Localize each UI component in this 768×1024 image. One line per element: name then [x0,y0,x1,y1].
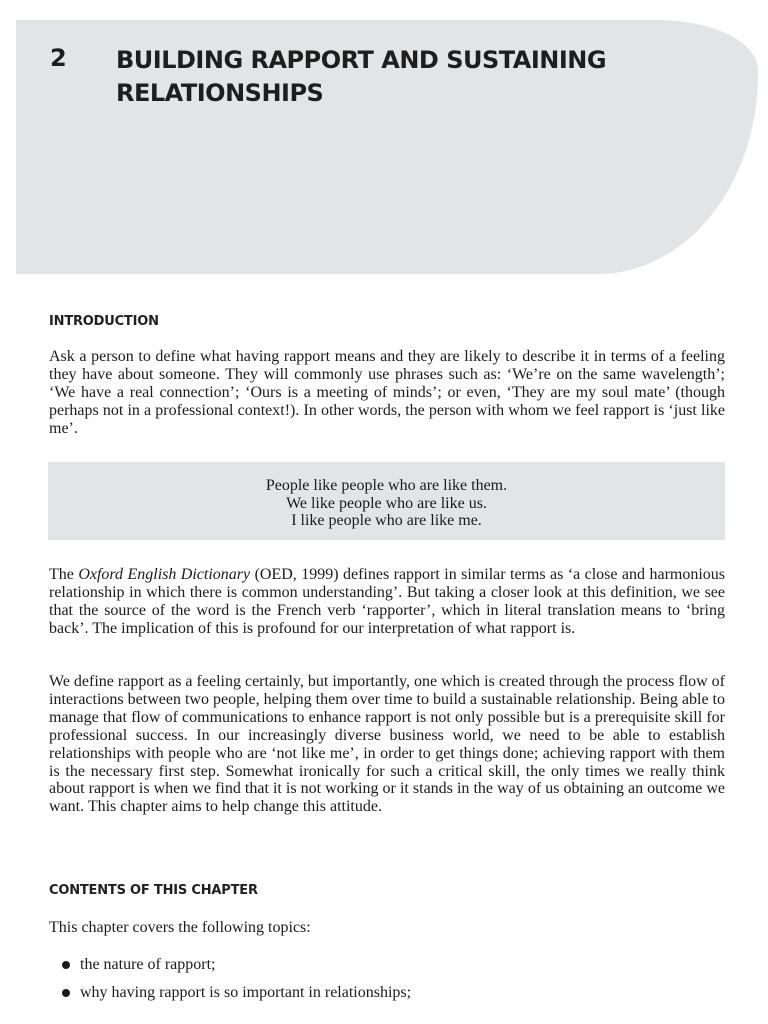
contents-list [62,955,411,1011]
quote-box [48,462,725,540]
quote-line: I like people who are like me. [291,512,482,529]
contents-intro: This chapter covers the following topics: [49,919,311,936]
oed-pre: The [49,566,79,583]
list-item [62,955,411,983]
oed-paragraph [49,566,725,638]
quote-line: People like people who are like them. [265,477,508,494]
chapter-title: BUILDING RAPPORT AND SUSTAINING RELATIONSHIPS [116,46,607,107]
list-item-text: the nature of rapport; [80,956,216,973]
definition-paragraph: We define rapport as a feeling certainly, but importantly, one which is created through the process flow of interactions between two people, helping them over time to build a sustainable relationship. Being able to manage that flow of communications to enhance rapport is not only possible but is a prerequisite skill for professional success. In our increasingly diverse business world, we need to be able to establish relationships with people who are ‘not like me’, in order to get things done; achieving rapport with them is the necessary first step. Somewhat ironically for such a critical skill, the only times we really think about rapport is when we find that it is not working or it stands in the way of us obtaining an outcome we want. This chapter aims to help change this attitude. [49,673,725,816]
oed-post: (OED, 1999) defines rapport in similar terms as ‘a close and harmonious relationship in which there is common understanding’. But taking a closer look at this definition, we see that the source of the word is the French verb ‘rapporter’, which in literal translation means to ‘bring back’. The implication of this is profound for our interpretation of what rapport is. [49,566,726,637]
bullet-icon [62,989,70,997]
quote-line: We like people who are like us. [286,494,487,512]
chapter-number: 2 [50,44,67,72]
list-item-text: why having rapport is so important in relationships; [80,984,412,1001]
introduction-paragraph: Ask a person to define what having rapport means and they are likely to describe it in terms of a feeling they have about someone. They will commonly use phrases such as: ‘We’re on the same wavelength’; ‘We have a real connection’; ‘Ours is a meeting of minds’; or even, ‘They are my soul mate’ (though perhaps not in a professional context!). In other words, the person with whom we feel rapport is ‘just like me’. [49,348,725,437]
oed-title: Oxford English Dictionary [78,566,251,583]
bullet-icon [62,961,70,969]
contents-heading: CONTENTS OF THIS CHAPTER [49,883,258,898]
introduction-heading: INTRODUCTION [49,314,159,329]
list-item [62,983,411,1011]
